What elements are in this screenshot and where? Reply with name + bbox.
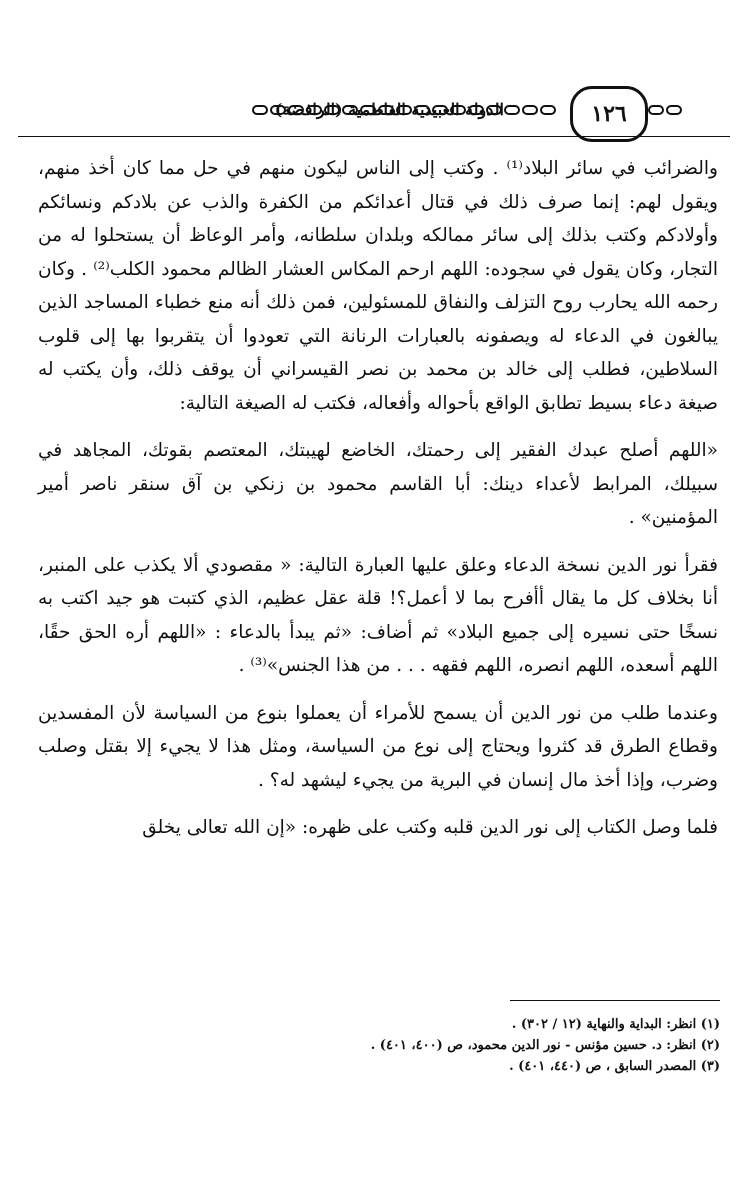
footnote-separator: [510, 1000, 720, 1001]
paragraph: وعندما طلب من نور الدين أن يسمح للأمراء أن يعملوا بنوع من السياسة لأن المفسدين وقطاع الطرق قد كثروا ويحتاج إلى نوع من السياسة، ومثل هذا لا يجيء إلا بقتل وصلب وضرب، وإذا أخذ مال إنسان في البرية من يجيء ليشهد له؟ .: [38, 702, 718, 791]
footnotes: [300, 1014, 720, 1077]
page-header: [18, 86, 730, 144]
paragraph: فقرأ نور الدين نسخة الدعاء وعلق عليها العبارة التالية: « مقصودي ألا يكذب على المنبر، أنا بخلاف كل ما يقال أأفرح بما لا أعمل؟! قلة عقل عظيم، الذي كتبت هو جيد اكتب به نسخًا حتى نسيره إلى جميع البلاد» ثم أضاف: «ثم يبدأ بالدعاء : «اللهم أره الحق حقًا، اللهم أسعده، اللهم انصره، اللهم فقهه . . . من هذا الجنس»⁽³⁾ .: [38, 554, 718, 676]
footnote: (١) انظر: البداية والنهاية (١٢ / ٣٠٢) .: [511, 1017, 720, 1032]
paragraph: «اللهم أصلح عبدك الفقير إلى رحمتك، الخاضع لهيبتك، المعتصم بقوتك، المجاهد في سبيلك، المرابط لأعداء دينك: أبا القاسم محمود بن زنكي بن آق سنقر ناصر أمير المؤمنين» .: [38, 440, 718, 528]
paragraph: والضرائب في سائر البلاد⁽¹⁾ . وكتب إلى الناس ليكون منهم في حل مما كان أخذ منهم، ويقول لهم: إنما صرف ذلك في قتال أعدائكم من الكفرة والذب عن بلادكم ونسائكم وأولادكم وكتب بذلك إلى سائر ممالكه وبلدان سلطانه، وأمر الوعاظ أن يستحلوا له من التجار، وكان يقول في سجوده: اللهم ارحم المكاس العشار الظالم محمود الكلب⁽²⁾ . وكان رحمه الله يحارب روح التزلف والنفاق للمسئولين، فمن ذلك أنه منع خطباء المساجد الذين يبالغون في الدعاء له ويصفونه بالعبارات الرنانة التي تعودوا أن يتقربوا بها إلى قلوب السلاطين، فطلب إلى خالد بن محمد بن نصر القيسراني أن يوقف ذلك، وأن يكتب له صيغة دعاء بسيط تطابق الواقع بأحواله وأفعاله، فكتب له الصيغة التالية:: [38, 158, 718, 414]
running-title: الدولة العبيدية الفاطمية (الرافضة): [274, 100, 504, 119]
main-text: [38, 152, 718, 859]
paragraph: فلما وصل الكتاب إلى نور الدين قلبه وكتب على ظهره: «إن الله تعالى يخلق: [142, 817, 718, 838]
decorative-ornament: [648, 105, 702, 117]
page-number: ١٢٦: [570, 86, 648, 142]
footnote: (٣) المصدر السابق ، ص (٤٤٠، ٤٠١) .: [509, 1059, 720, 1074]
header-rule: [18, 136, 730, 137]
footnote: (٢) انظر: د. حسين مؤنس - نور الدين محمود، ص (٤٠٠، ٤٠١) .: [370, 1038, 720, 1053]
